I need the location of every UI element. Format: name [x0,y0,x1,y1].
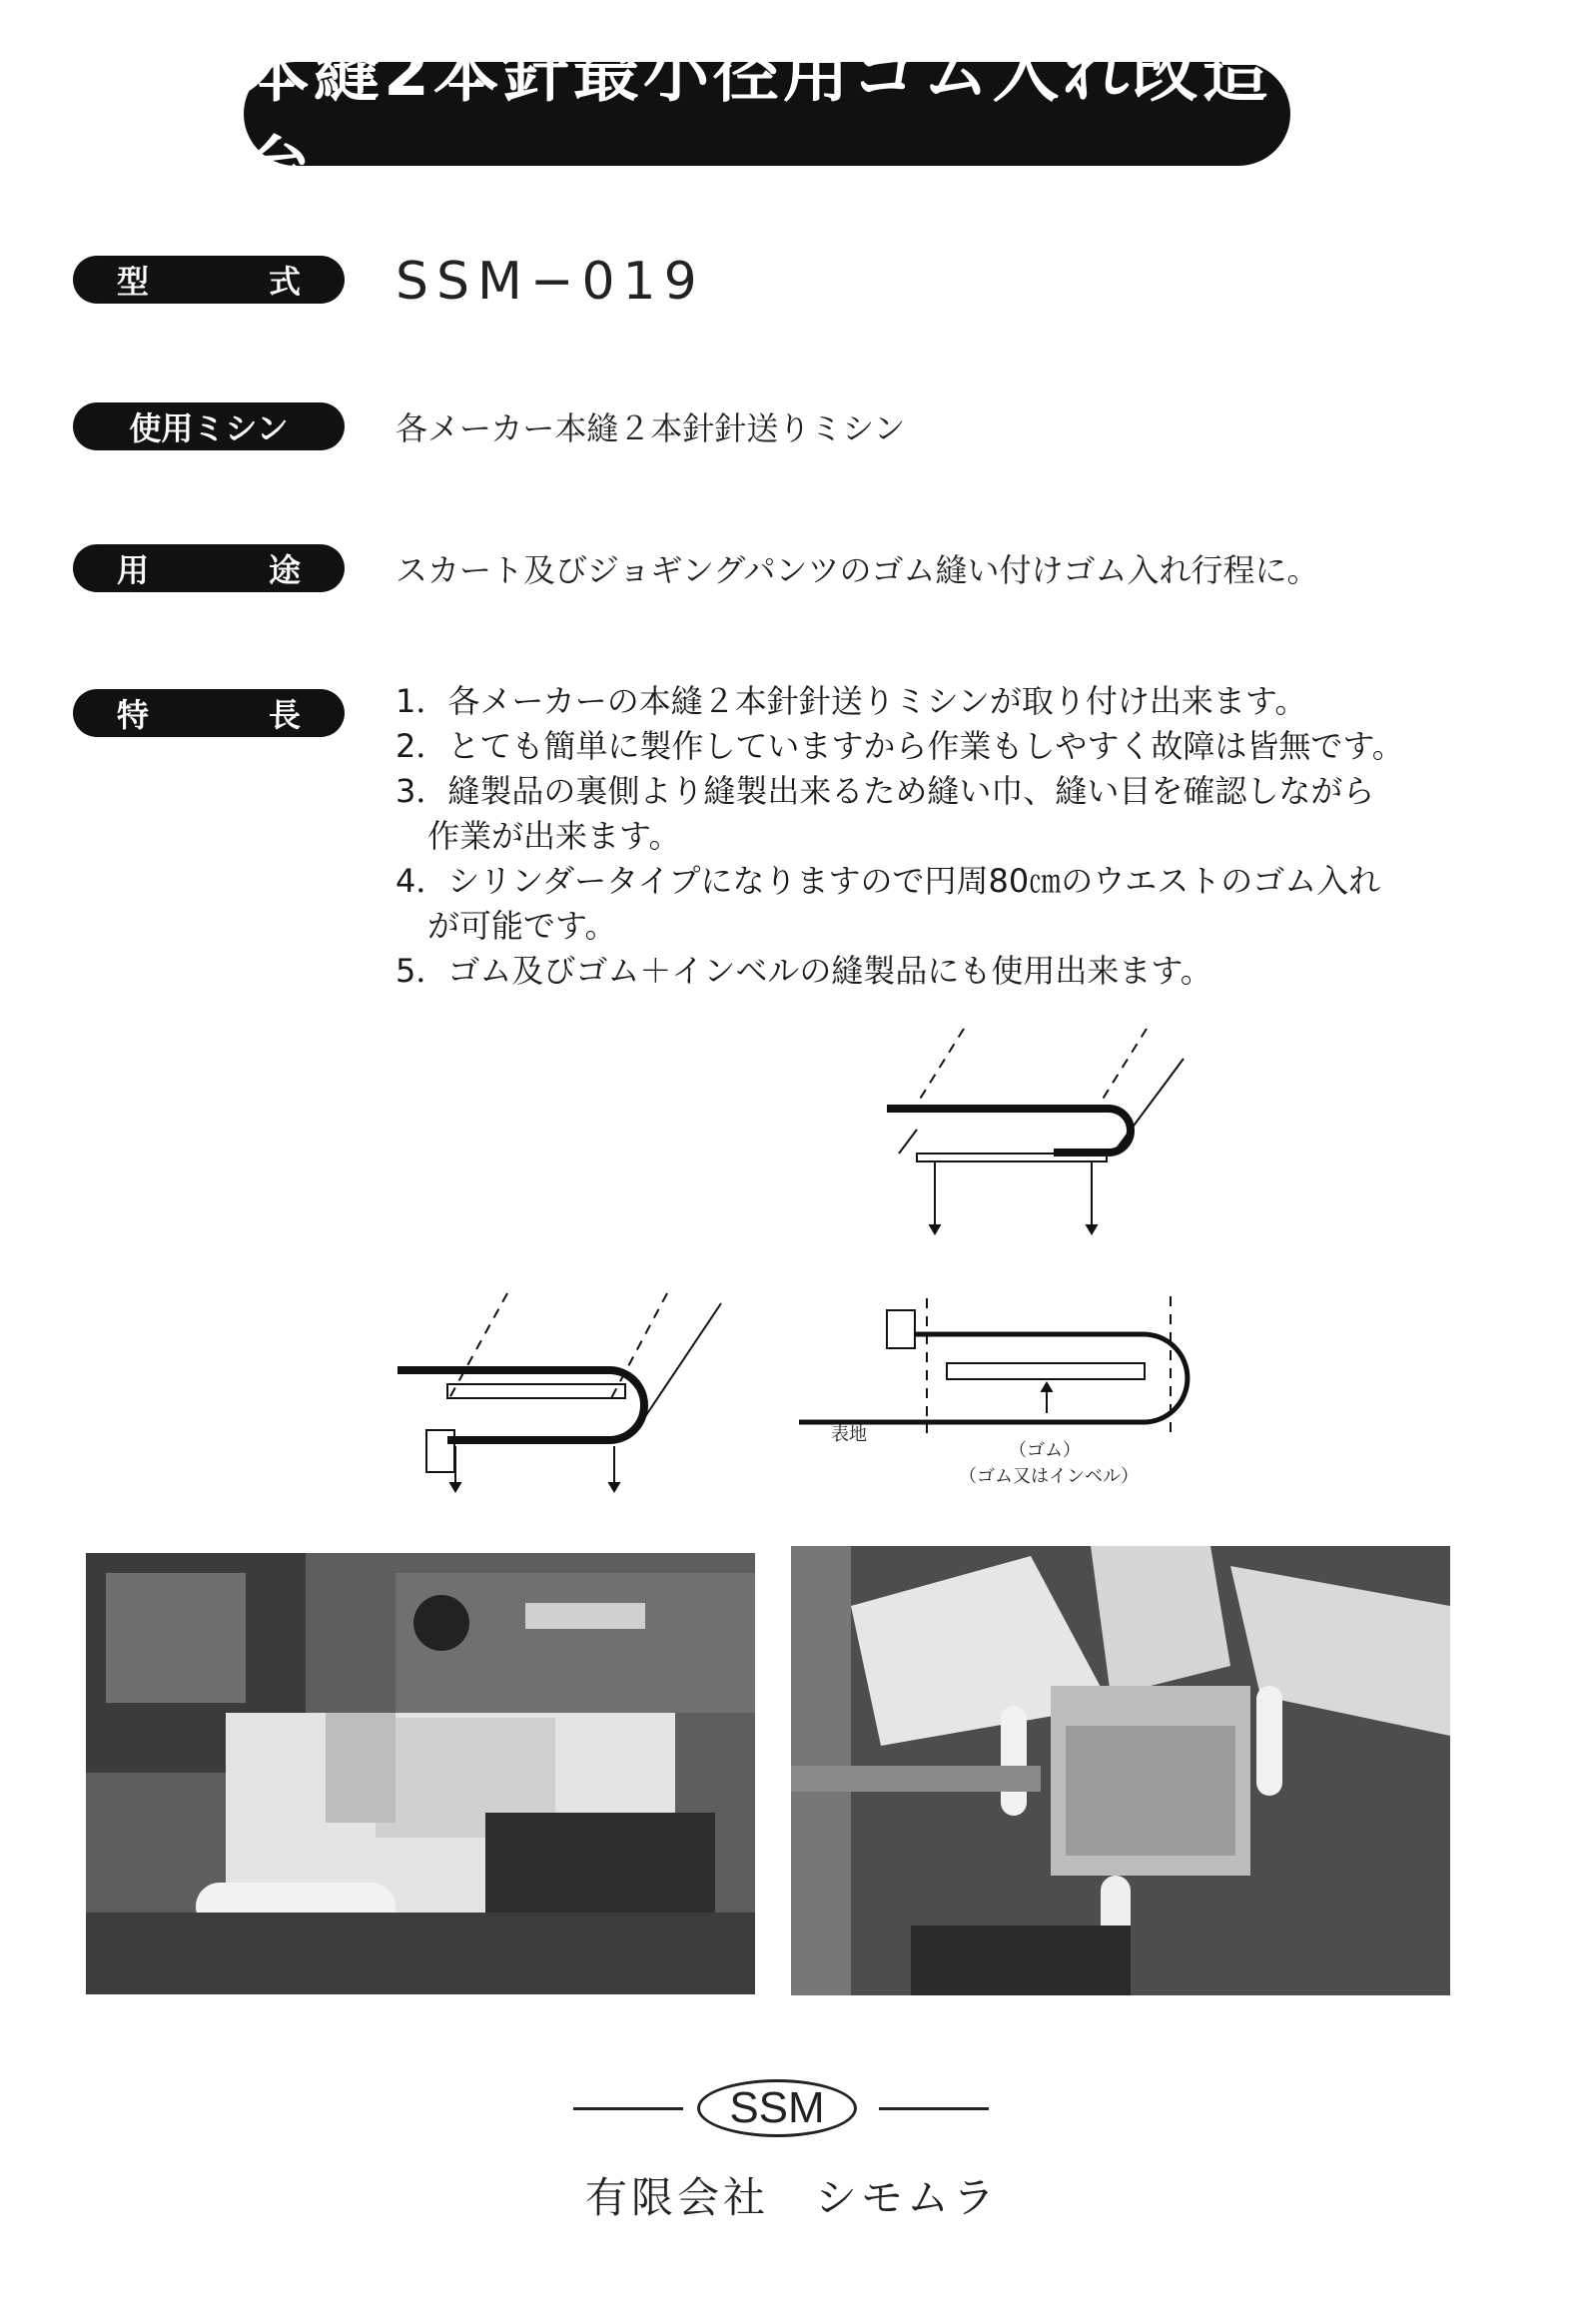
label-features-a: 特 [117,696,150,734]
label-model-b: 式 [268,263,301,301]
photo-right-illustration [791,1546,1450,1995]
use-value: スカート及びジョギングパンツのゴム縫い付けゴム入れ行程に。 [396,551,1319,589]
label-use [73,544,345,592]
feature-item: 4．シリンダータイプになりますので円周80㎝のウエストのゴム入れ [396,862,1381,900]
footer-rule-right [879,2107,989,2110]
label-features-b: 長 [268,696,301,734]
diagram-label-gomu: （ゴム） [1009,1440,1081,1461]
feature-item: 1．各メーカーの本縫２本針針送りミシンが取り付け出来ます。 [396,682,1307,720]
feature-item: 2．とても簡単に製作していますから作業もしやすく故障は皆無です。 [396,727,1404,765]
ssm-logo: SSM [697,2079,857,2137]
photo-left-illustration [86,1553,755,1994]
label-model-a: 型 [117,263,150,301]
label-machine [73,402,345,450]
feature-item: が可能です。 [396,907,617,945]
diagram-left [398,1293,721,1492]
company-name: 有限会社 シモムラ [585,2173,1000,2222]
footer-rule-left [573,2107,683,2110]
page-title: 本縫2本針最小径用ゴム入れ改造台 [244,62,1290,166]
label-use-a: 用 [117,551,150,589]
feature-item: 5．ゴム及びゴム＋インベルの縫製品にも使用出来ます。 [396,952,1212,990]
model-value: SSM−019 [396,252,705,312]
diagram-label-surface: 表地 [831,1424,867,1445]
label-model [73,256,345,304]
label-use-b: 途 [268,551,301,589]
diagram-label-gomu-or: （ゴム又はインベル） [959,1466,1139,1487]
machine-photo-left [86,1553,755,1994]
label-features [73,689,345,737]
diagram-top [887,1029,1184,1234]
machine-photo-right [791,1546,1450,1995]
machine-value: 各メーカー本縫２本針針送りミシン [396,409,906,447]
feature-item: 3．縫製品の裏側より縫製出来るため縫い巾、縫い目を確認しながら [396,772,1375,810]
feature-list [396,679,1544,994]
feature-item: 作業が出来ます。 [396,817,681,855]
label-machine-text: 使用ミシン [129,409,289,447]
diagram-right [799,1296,1188,1438]
